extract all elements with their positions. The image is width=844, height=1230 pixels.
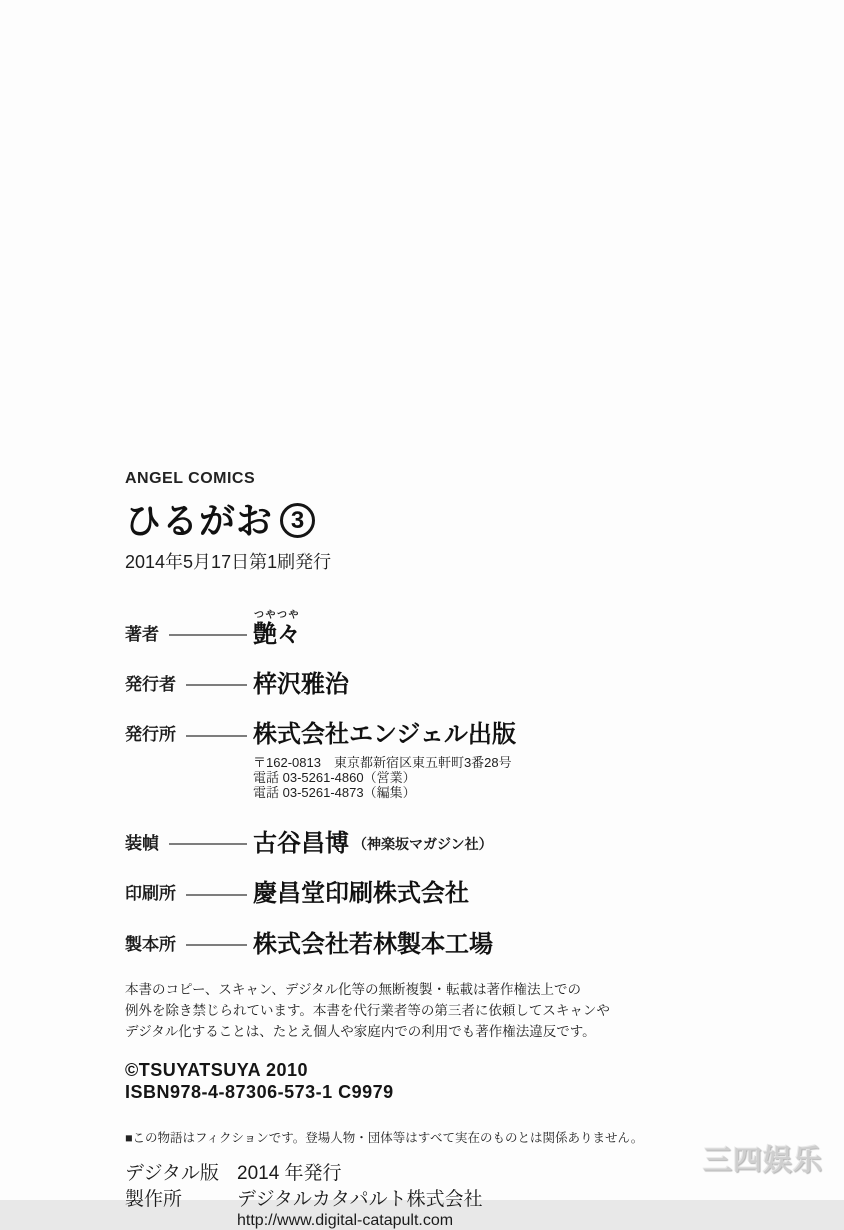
bindery-name: 株式会社若林製本工場 [253,930,493,958]
author-furigana: つやつや [254,609,300,621]
digital-edition-label: デジタル版 [125,1162,219,1184]
watermark-text: 三四娱乐 [703,1145,824,1177]
leader-line [169,843,247,845]
imprint-label: ANGEL COMICS [125,470,256,487]
copyright-notice-line: 本書のコピー、スキャン、デジタル化等の無断複製・転載は著作権法上での [125,982,582,998]
fiction-disclaimer: ■この物語はフィクションです。登場人物・団体等はすべて実在のものとは関係ありません。 [125,1130,644,1145]
publisher-person-name: 梓沢雅治 [253,670,349,698]
copyright-notice [125,980,610,1043]
digital-edition-row [125,1161,595,1187]
credits-list [125,606,595,959]
copyright-notice-line: 例外を除き禁じられています。本書を代行業者等の第三者に依頼してスキャンや [125,1003,610,1019]
copyright-line: ©TSUYATSUYA 2010 [125,1059,309,1080]
publisher-details [253,755,595,801]
credit-row-binding-design [125,831,595,858]
volume-number-badge: 3 [280,503,315,538]
isbn-line: ISBN978-4-87306-573-1 C9979 [125,1082,394,1103]
leader-line [186,944,247,946]
publisher-address: 〒162-0813 東京都新宿区東五軒町3番28号 [253,754,512,770]
book-title: ひるがお [125,500,274,541]
leader-line [169,634,247,636]
publisher-phone-sales: 電話 03-5261-4860（営業） [253,770,416,786]
credit-row-publisher-person [125,672,595,698]
digital-producer-name: デジタルカタパルト株式会社 [237,1188,483,1210]
binding-designer-name: 古谷昌博 [253,829,349,857]
credit-row-publisher [125,722,595,748]
publisher-phone-editorial: 電話 03-5261-4873（編集） [253,785,416,801]
digital-producer-row [125,1187,595,1213]
book-title-row [125,501,595,541]
binding-design-label: 装幀 [125,833,159,853]
credit-row-printer [125,881,595,907]
author-name: 艶々 [253,620,301,648]
credit-row-author [125,606,595,648]
publisher-person-label: 発行者 [125,674,176,694]
digital-edition-block [125,1161,595,1230]
bindery-label: 製本所 [125,934,176,954]
digital-producer-label: 製作所 [125,1188,183,1210]
copyright-notice-line: デジタル化することは、たとえ個人や家庭内での利用でも著作権法違反です。 [125,1023,596,1039]
publisher-label: 発行所 [125,725,176,745]
publisher-name: 株式会社エンジェル出版 [253,721,516,749]
colophon-content [125,470,644,1230]
credit-row-bindery [125,932,595,958]
binding-design-note: （神楽坂マガジン社） [353,835,493,852]
leader-line [186,684,247,686]
printer-label: 印刷所 [125,884,176,904]
print-date: 2014年5月17日第1刷発行 [125,551,332,572]
digital-edition-year: 2014 年発行 [237,1162,342,1184]
author-label: 著者 [125,624,159,644]
leader-line [186,735,247,737]
digital-producer-url: http://www.digital-catapult.com [237,1212,454,1230]
rights-block [125,1059,595,1104]
leader-line [186,894,247,896]
printer-name: 慶昌堂印刷株式会社 [253,880,469,908]
